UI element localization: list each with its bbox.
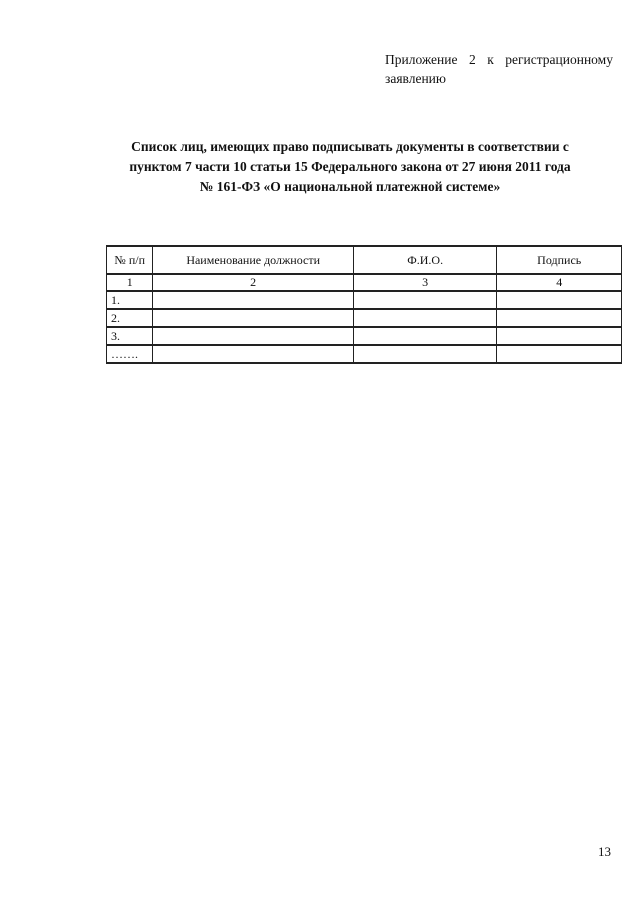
table-row [107,291,622,309]
title-line-1: Список лиц, имеющих право подписывать документы в соответствии с [131,139,569,154]
header-fullname: Ф.И.О. [353,246,497,274]
cell-position [153,345,354,363]
appendix-word: к [487,52,494,67]
cell-position [153,291,354,309]
table-row [107,327,622,345]
column-number: 2 [153,274,354,291]
title-line-3: № 161-ФЗ «О национальной платежной системе» [199,179,501,194]
appendix-word: регистрационному [505,52,613,67]
cell-position [153,309,354,327]
cell-signature [497,327,622,345]
column-number: 3 [353,274,497,291]
appendix-line-2: заявлению [385,71,446,86]
cell-signature [497,309,622,327]
header-signature: Подпись [497,246,622,274]
header-number: № п/п [107,246,153,274]
appendix-word: Приложение [385,52,458,67]
signatories-table [106,245,622,364]
column-number: 4 [497,274,622,291]
row-number: 3. [107,327,153,345]
cell-position [153,327,354,345]
column-number: 1 [107,274,153,291]
table-column-numbers-row [107,274,622,291]
document-title [100,137,600,197]
page-number: 13 [598,844,611,859]
cell-signature [497,345,622,363]
table-row [107,309,622,327]
title-line-2: пунктом 7 части 10 статьи 15 Федерального закона от 27 июня 2011 года [129,159,571,174]
table-header-row [107,246,622,274]
cell-fullname [353,291,497,309]
cell-fullname [353,309,497,327]
appendix-word: 2 [468,52,476,67]
appendix-line-1 [385,50,613,69]
cell-fullname [353,345,497,363]
appendix-note [385,50,613,88]
table-row [107,345,622,363]
cell-signature [497,291,622,309]
cell-fullname [353,327,497,345]
row-number: 1. [107,291,153,309]
header-position: Наименование должности [153,246,354,274]
row-number: ……. [107,345,153,363]
row-number: 2. [107,309,153,327]
